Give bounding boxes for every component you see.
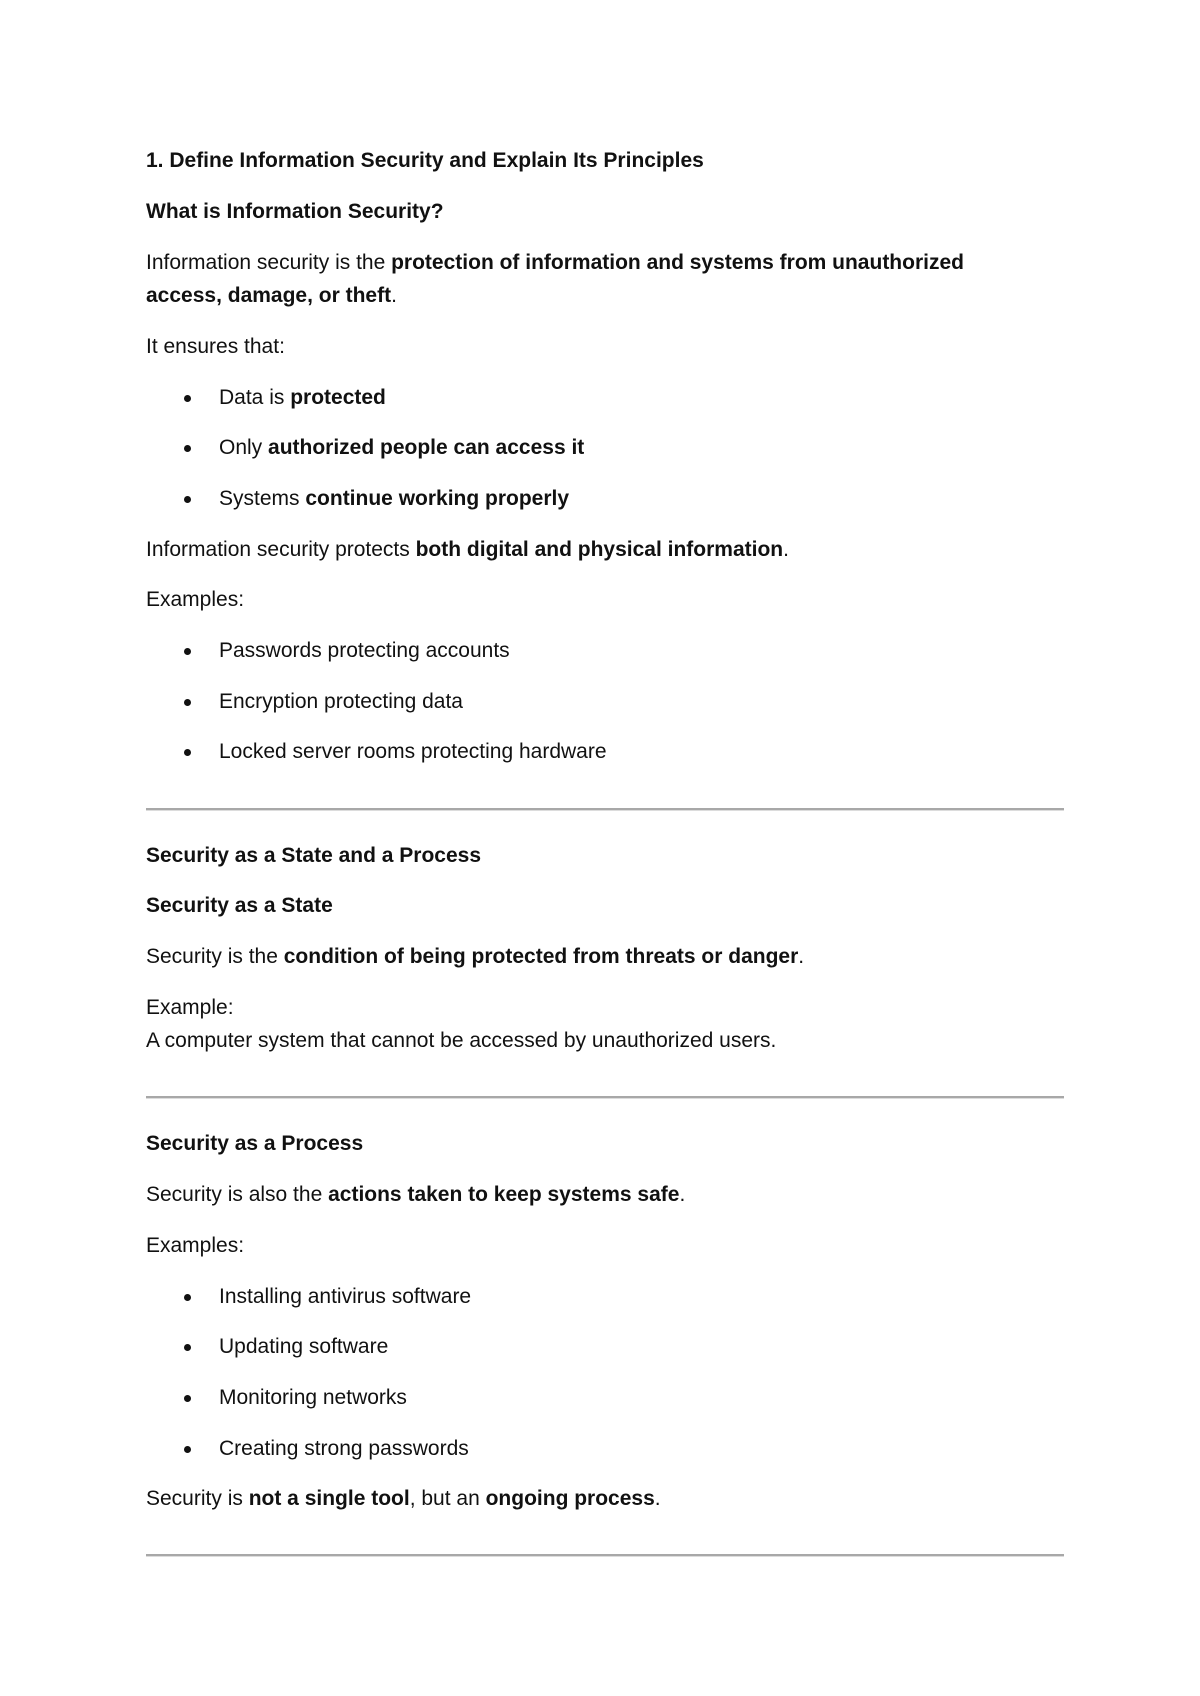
definition-period: . [391,284,397,307]
list-item-text: Systems continue working properly [219,487,570,510]
definition-text: Information security is the [146,251,392,274]
ensures-intro: It ensures that: [146,335,285,358]
definition-bold-text-continued: access, damage, or theft [146,284,392,307]
horizontal-rule [146,808,1064,811]
state-definition: Security is the condition of being protected from threats or danger. [146,945,805,968]
example-text: A computer system that cannot be accessed by unauthorized users. [146,1029,777,1052]
examples-intro: Examples: [146,588,245,611]
bullet-icon [184,1344,191,1351]
list-item-text: Updating software [219,1335,389,1358]
bullet-icon [184,648,191,655]
list-item-text: Creating strong passwords [219,1437,469,1460]
section-heading: Security as a Process [146,1132,364,1155]
subheading: Security as a State [146,894,333,917]
bullet-icon [184,699,191,706]
conclusion-paragraph: Security is not a single tool, but an ongoing process. [146,1487,661,1510]
list-item-text: Locked server rooms protecting hardware [219,740,607,763]
bullet-icon [184,1395,191,1402]
horizontal-rule [146,1096,1064,1099]
subheading: What is Information Security? [146,200,444,223]
example-label: Example: [146,996,234,1019]
examples-intro: Examples: [146,1234,245,1257]
list-item-text: Data is protected [219,386,386,409]
list-item-text: Installing antivirus software [219,1285,472,1308]
section-heading: Security as a State and a Process [146,844,482,867]
list-item-text: Monitoring networks [219,1386,407,1409]
document-page [146,0,1066,1696]
bullet-icon [184,445,191,452]
bullet-icon [184,496,191,503]
definition-bold-text: protection of information and systems from unauthorized [391,251,964,274]
bullet-icon [184,749,191,756]
definition-paragraph-line-1 [146,246,964,279]
protects-paragraph: Information security protects both digital and physical information. [146,538,789,561]
bullet-icon [184,395,191,402]
list-item-text: Passwords protecting accounts [219,639,510,662]
section-heading: 1. Define Information Security and Explain Its Principles [146,149,704,172]
bullet-icon [184,1294,191,1301]
bullet-icon [184,1446,191,1453]
definition-paragraph-line-2 [146,279,397,312]
list-item-text: Only authorized people can access it [219,436,585,459]
process-definition: Security is also the actions taken to keep systems safe. [146,1183,686,1206]
horizontal-rule [146,1554,1064,1557]
list-item-text: Encryption protecting data [219,690,463,713]
